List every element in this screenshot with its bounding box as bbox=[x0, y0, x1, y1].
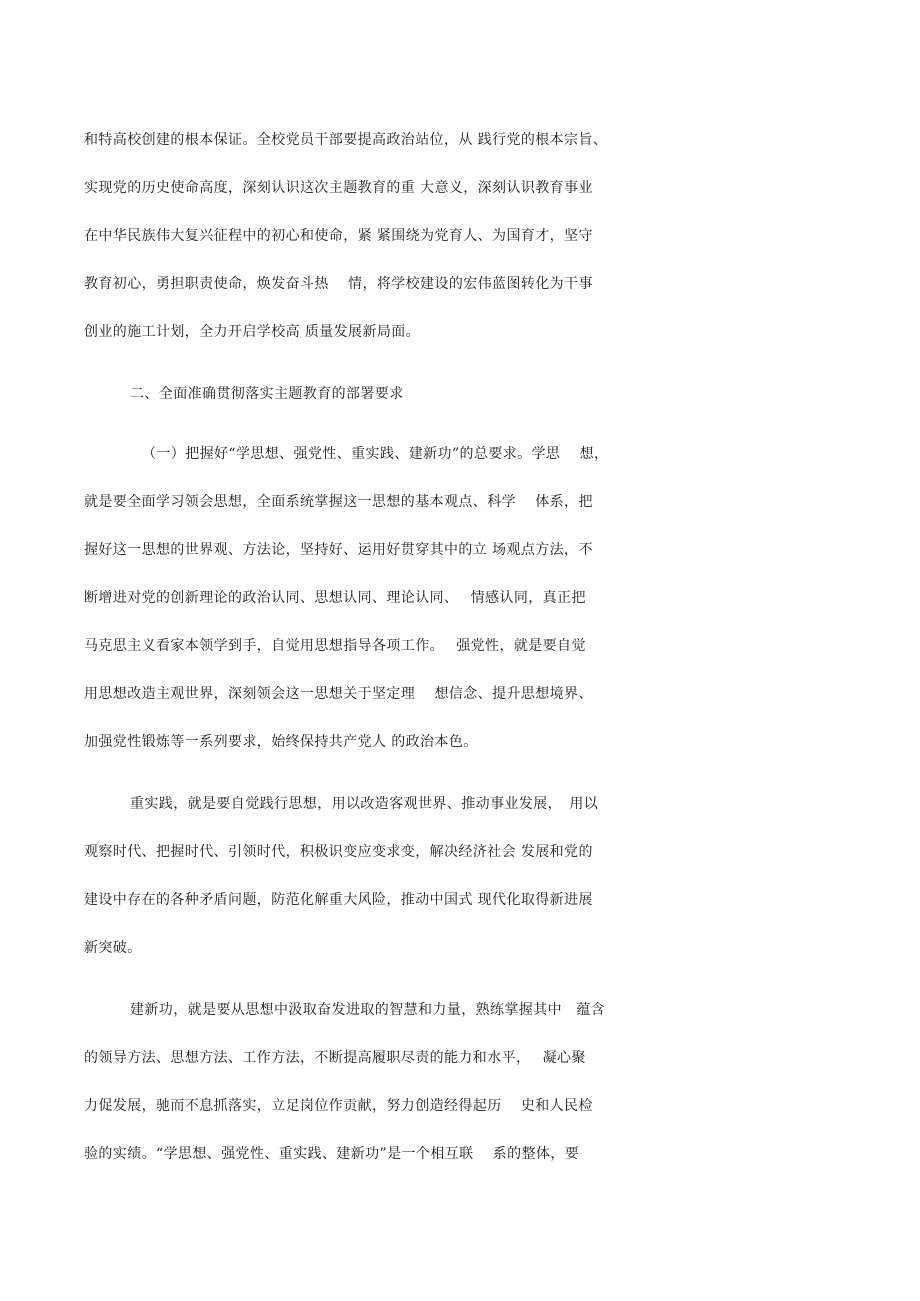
section-heading: 二、全面准确贯彻落实主题教育的部署要求 bbox=[130, 386, 404, 402]
text-line: 新突破。 bbox=[84, 940, 142, 956]
text-line: 和特高校创建的根本保证。全校党员干部要提高政治站位，从 践行党的根本宗旨、 bbox=[84, 132, 608, 148]
text-line: （一）把握好“学思想、强党性、重实践、建新功”的总要求。学思 想， bbox=[142, 446, 609, 462]
text-line: 重实践，就是要自觉践行思想，用以改造客观世界、推动事业发展， 用以 bbox=[130, 796, 599, 812]
text-line: 加强党性锻炼等一系列要求，始终保持共产党人 的政治本色。 bbox=[84, 734, 478, 750]
text-line: 握好这一思想的世界观、方法论，坚持好、运用好贯穿其中的立 场观点方法，不 bbox=[84, 542, 593, 558]
text-line: 实现党的历史使命高度，深刻认识这次主题教育的重 大意义，深刻认识教育事业 bbox=[84, 180, 593, 196]
text-line: 的领导方法、思想方法、工作方法，不断提高履职尽责的能力和水平， 凝心聚 bbox=[84, 1050, 586, 1066]
text-line: 在中华民族伟大复兴征程中的初心和使命，紧 紧围绕为党育人、为国育才，坚守 bbox=[84, 228, 593, 244]
text-line: 教育初心，勇担职责使命，焕发奋斗热 情，将学校建设的宏伟蓝图转化为干事 bbox=[84, 276, 593, 292]
text-line: 力促发展，驰而不息抓落实，立足岗位作贡献，努力创造经得起历 史和人民检 bbox=[84, 1098, 593, 1114]
text-line: 用思想改造主观世界，深刻领会这一思想关于坚定理 想信念、提升思想境界、 bbox=[84, 686, 593, 702]
text-line: 断增进对党的创新理论的政治认同、思想认同、理论认同、 情感认同，真正把 bbox=[84, 590, 586, 606]
text-line: 观察时代、把握时代、引领时代，积极识变应变求变，解决经济社会 发展和党的 bbox=[84, 844, 593, 860]
text-line: 就是要全面学习领会思想，全面系统掌握这一思想的基本观点、科学 体系，把 bbox=[84, 494, 593, 510]
text-line: 创业的施工计划，全力开启学校高 质量发展新局面。 bbox=[84, 324, 421, 340]
text-line: 建新功，就是要从思想中汲取奋发进取的智慧和力量，熟练掌握其中 蕴含 bbox=[130, 1002, 606, 1018]
text-line: 建设中存在的各种矛盾问题，防范化解重大风险，推动中国式 现代化取得新进展 bbox=[84, 892, 593, 908]
text-line: 验的实绩。“学思想、强党性、重实践、建新功”是一个相互联 系的整体，要 bbox=[84, 1146, 580, 1162]
text-line: 马克思主义看家本领学到手，自觉用思想指导各项工作。 强党性，就是要自觉 bbox=[84, 638, 586, 654]
